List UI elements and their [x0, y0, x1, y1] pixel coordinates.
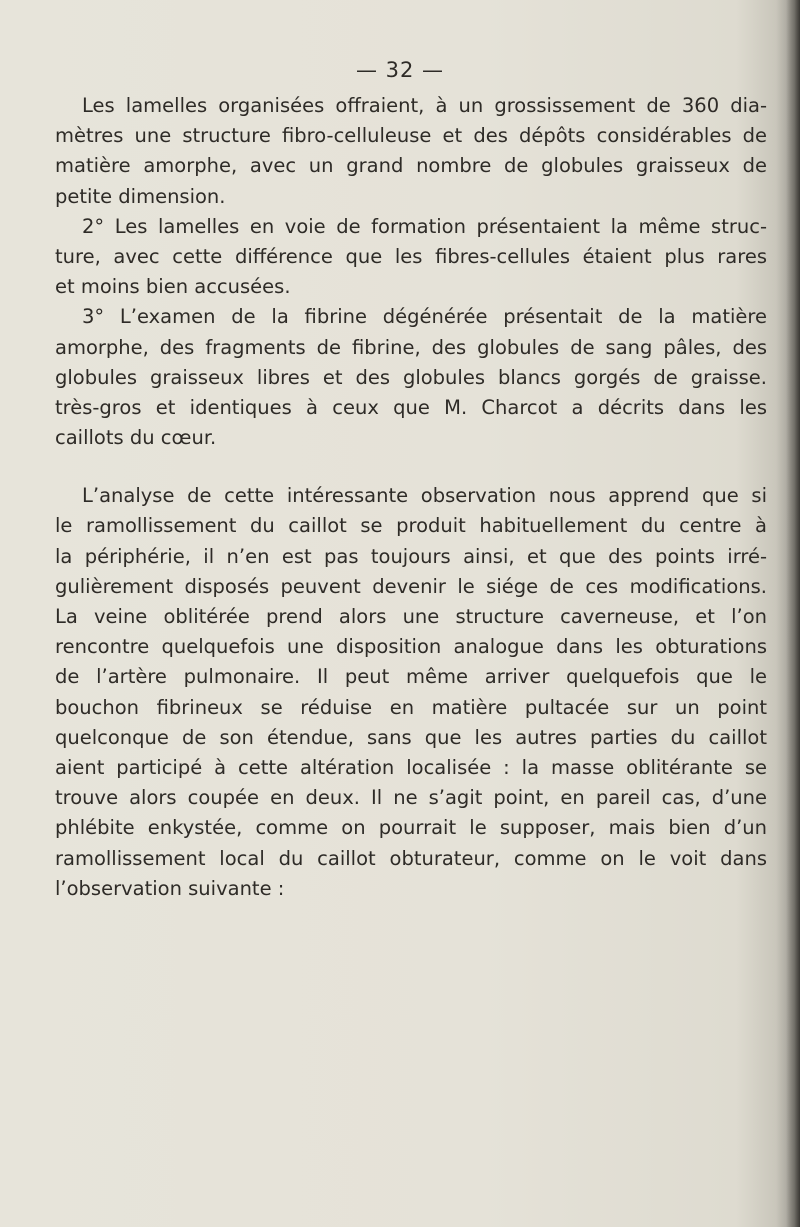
paragraph-lamelles-organisees — [55, 91, 767, 212]
text-line: La veine oblitérée prend alors une structure caverneuse, et l’on — [55, 605, 767, 628]
text-line: phlébite enkystée, comme on pourrait le supposer, mais bien d’un — [55, 816, 767, 840]
text-line: 2° Les lamelles en voie de formation présentaient la même struc- — [82, 214, 767, 238]
text-line: petite dimension. — [55, 184, 226, 208]
text-line: mètres une structure fibro-celluleuse et des dépôts considérables de — [55, 124, 767, 148]
text-line: ramollissement local du caillot obturateur, comme on le voit dans — [55, 846, 767, 870]
text-line: L’analyse de cette intéressante observation nous apprend que si — [82, 484, 767, 508]
text-line: quelconque de son étendue, sans que les autres parties du caillot — [55, 725, 767, 749]
paragraph-fibrine-degeneree — [55, 302, 767, 453]
text-line: la périphérie, il n’en est pas toujours ainsi, et que des points irré- — [55, 544, 767, 568]
paragraph-analyse — [55, 481, 767, 904]
page-number: — 32 — — [355, 58, 445, 82]
text-line: l’observation suivante : — [55, 876, 285, 900]
text-line: globules graisseux libres et des globules blancs gorgés de graisse. — [55, 365, 767, 389]
paragraph-gap — [55, 453, 767, 481]
text-line: 3° L’examen de la fibrine dégénérée présentait de la matière — [82, 305, 767, 329]
text-line: amorphe, des fragments de fibrine, des globules de sang pâles, des — [55, 335, 767, 359]
text-line: ture, avec cette différence que les fibres-cellules étaient plus rares — [55, 244, 767, 268]
paragraph-lamelles-formation — [55, 212, 767, 303]
text-line: de l’artère pulmonaire. Il peut même arriver quelquefois que le — [55, 665, 767, 689]
text-line: caillots du cœur. — [55, 426, 217, 450]
text-line: le ramollissement du caillot se produit habituellement du centre à — [55, 514, 767, 538]
text-line: trouve alors coupée en deux. Il ne s’agit point, en pareil cas, d’une — [55, 786, 767, 810]
page-binding-edge — [786, 0, 800, 1227]
text-line: et moins bien accusées. — [55, 275, 291, 299]
text-line: très-gros et identiques à ceux que M. Charcot a décrits dans les — [55, 395, 767, 419]
text-line: rencontre quelquefois une disposition analogue dans les obturations — [55, 635, 767, 659]
text-line: bouchon fibrineux se réduise en matière pultacée sur un point — [55, 695, 767, 719]
text-line: Les lamelles organisées offraient, à un grossissement de 360 dia- — [82, 94, 767, 117]
text-line: gulièrement disposés peuvent devenir le siége de ces modifications. — [55, 574, 767, 598]
body-text — [55, 91, 767, 904]
text-line: aient participé à cette altération localisée : la masse oblitérante se — [55, 755, 767, 779]
text-line: matière amorphe, avec un grand nombre de globules graisseux de — [55, 154, 767, 178]
